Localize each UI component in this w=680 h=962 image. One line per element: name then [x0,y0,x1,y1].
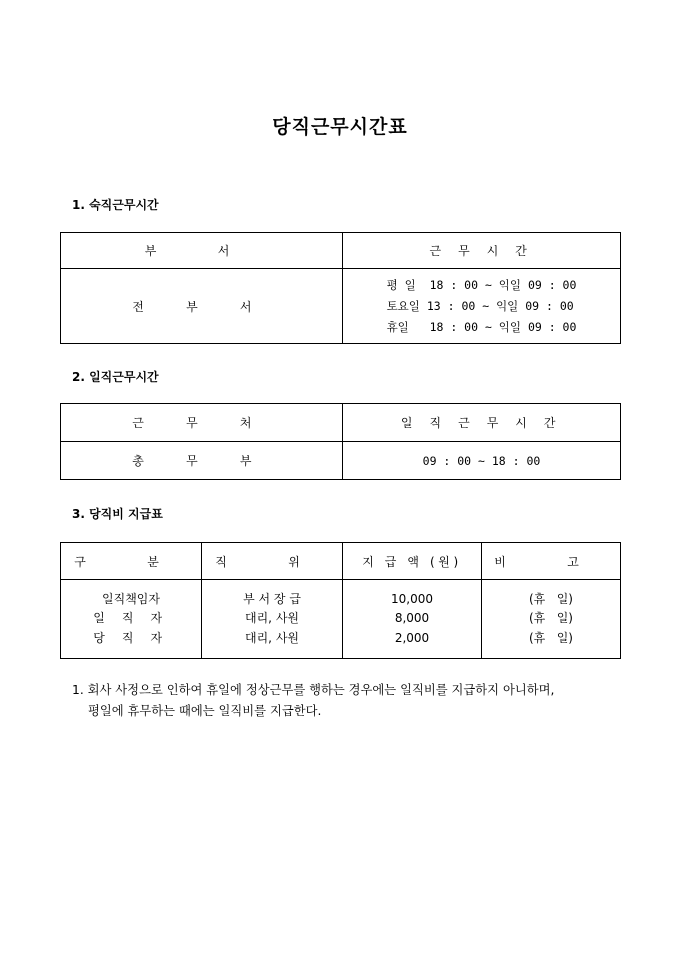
schedule-holiday: 휴일 18 : 00 ~ 익일 09 : 00 [386,319,577,334]
header-work-hours: 근 무 시 간 [343,233,621,269]
position-row-2: 대리, 사원 [245,611,299,626]
cell-remarks [482,580,621,659]
allowance-table [60,542,621,659]
header-remarks: 비 고 [482,543,621,580]
header-department: 부 서 [61,233,343,269]
category-row-3: 당 직 자 [93,630,169,645]
cell-categories [61,580,202,659]
section-heading-night-duty: 1. 숙직근무시간 [72,198,159,212]
schedule-weekday: 평 일 18 : 00 ~ 익일 09 : 00 [386,277,577,292]
header-position: 직 위 [202,543,343,580]
cell-day-duty-time: 09 : 00 ~ 18 : 00 [343,442,621,480]
amount-row-3: 2,000 [394,630,430,645]
amount-row-1: 10,000 [391,591,433,606]
cell-schedule [343,269,621,344]
cell-positions [202,580,343,659]
footnote-line-2: 평일에 휴무하는 때에는 일직비를 지급한다. [88,704,322,718]
footnote [72,680,632,722]
header-amount: 지 급 액 (원) [343,543,482,580]
category-row-2: 일 직 자 [93,611,169,626]
cell-department: 전 부 서 [61,269,343,344]
position-row-3: 대리, 사원 [245,630,299,645]
remark-row-2: (휴 일) [529,611,573,626]
schedule-saturday: 토요일 13 : 00 ~ 익일 09 : 00 [386,298,574,313]
section-heading-day-duty: 2. 일직근무시간 [72,370,159,384]
amount-row-2: 8,000 [394,611,430,626]
day-duty-table [60,403,621,480]
category-row-1: 일직책임자 [102,591,160,606]
section-heading-allowance: 3. 당직비 지급표 [72,507,163,521]
cell-amounts [343,580,482,659]
page-title: 당직근무시간표 [272,116,408,138]
header-workplace: 근 무 처 [61,404,343,442]
night-duty-table [60,232,621,344]
position-row-1: 부 서 장 급 [243,591,301,606]
remark-row-3: (휴 일) [529,630,573,645]
header-category: 구 분 [61,543,202,580]
cell-workplace: 총 무 부 [61,442,343,480]
remark-row-1: (휴 일) [529,591,573,606]
header-day-duty-hours: 일 직 근 무 시 간 [343,404,621,442]
footnote-line-1: 1. 회사 사정으로 인하여 휴일에 정상근무를 행하는 경우에는 일직비를 지급하지 아니하며, [72,683,555,697]
